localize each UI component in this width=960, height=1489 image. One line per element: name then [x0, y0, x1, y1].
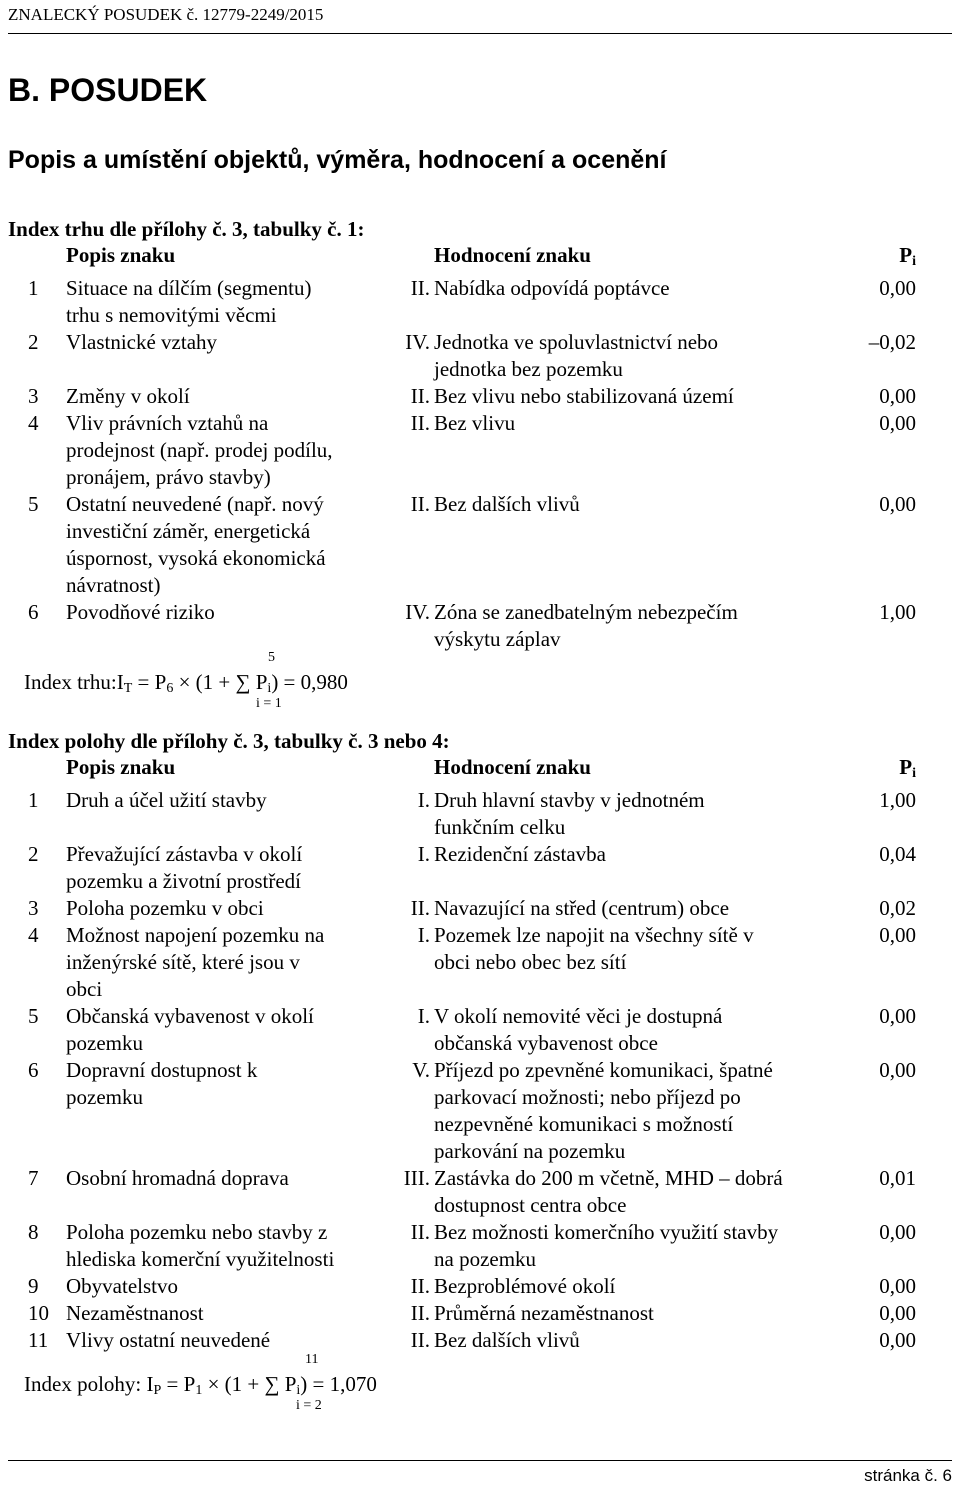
- footer-rule: [8, 1460, 952, 1461]
- row-description-line: Vlastnické vztahy: [66, 330, 218, 354]
- row-value: 0,00: [879, 1328, 916, 1352]
- row-evaluation: [430, 1327, 830, 1354]
- row-level: II.: [410, 384, 430, 408]
- row-evaluation: [430, 922, 830, 1003]
- row-value: 0,02: [879, 896, 916, 920]
- row-description-line: obci: [66, 977, 103, 1001]
- table-row: [0, 410, 960, 491]
- market-index-table: [0, 242, 960, 653]
- row-description-line: Nezaměstnanost: [66, 1301, 204, 1325]
- row-description-line: Povodňové riziko: [66, 600, 215, 624]
- row-value: –0,02: [868, 330, 916, 354]
- row-number: 4: [28, 923, 39, 947]
- row-number: 10: [28, 1301, 49, 1325]
- row-description: [66, 1057, 390, 1165]
- table-row: [0, 1219, 960, 1273]
- row-value: 1,00: [879, 600, 916, 624]
- row-evaluation-line: dostupnost centra obce: [434, 1193, 627, 1217]
- table-row: [0, 1165, 960, 1219]
- row-evaluation-line: Pozemek lze napojit na všechny sítě v: [434, 923, 754, 947]
- col-eval-header: Hodnocení znaku: [434, 243, 591, 267]
- market-sum-lower: i = 1: [256, 696, 282, 711]
- table-row: [0, 1273, 960, 1300]
- row-number: 5: [28, 492, 39, 516]
- row-description-line: návratnost): [66, 573, 161, 597]
- location-table-header: [0, 754, 960, 787]
- row-description-line: Obyvatelstvo: [66, 1274, 178, 1298]
- row-level: III.: [403, 1166, 430, 1190]
- row-description: [66, 787, 390, 841]
- table-row: [0, 599, 960, 653]
- market-table-body: [0, 275, 960, 653]
- row-number: 6: [28, 600, 39, 624]
- page-number: stránka č. 6: [864, 1466, 952, 1485]
- row-number: 4: [28, 411, 39, 435]
- row-description: [66, 491, 390, 599]
- row-number: 5: [28, 1004, 39, 1028]
- row-description-line: Změny v okolí: [66, 384, 190, 408]
- row-description-line: Dopravní dostupnost k: [66, 1058, 258, 1082]
- row-number: 2: [28, 330, 39, 354]
- row-level: II.: [410, 1274, 430, 1298]
- row-description-line: Převažující zástavba v okolí: [66, 842, 303, 866]
- row-description: [66, 383, 390, 410]
- row-evaluation-line: obci nebo obec bez sítí: [434, 950, 627, 974]
- row-evaluation-line: Bez vlivu nebo stabilizovaná území: [434, 384, 734, 408]
- row-description: [66, 275, 390, 329]
- row-description: [66, 329, 390, 383]
- row-level: II.: [410, 896, 430, 920]
- row-evaluation: [430, 275, 830, 329]
- table-row: [0, 383, 960, 410]
- row-number: 7: [28, 1166, 39, 1190]
- row-value: 0,00: [879, 923, 916, 947]
- row-evaluation-line: na pozemku: [434, 1247, 537, 1271]
- table-row: [0, 1057, 960, 1165]
- row-level: V.: [412, 1058, 430, 1082]
- row-evaluation: [430, 410, 830, 491]
- location-sum-upper: 11: [305, 1352, 319, 1367]
- row-level: II.: [410, 276, 430, 300]
- row-level: I.: [417, 842, 430, 866]
- market-index-formula: Index $trhu:I_T = P_6 \times (1$ + ∑ $P_i) = 0,980$: [24, 670, 348, 696]
- row-evaluation-line: nezpevněné komunikaci s možností: [434, 1112, 734, 1136]
- row-description-line: pronájem, právo stavby): [66, 465, 271, 489]
- row-value: 1,00: [879, 788, 916, 812]
- row-evaluation-line: Bez dalších vlivů: [434, 492, 580, 516]
- row-number: 6: [28, 1058, 39, 1082]
- row-number: 8: [28, 1220, 39, 1244]
- row-description-line: Poloha pozemku v obci: [66, 896, 264, 920]
- row-description-line: Možnost napojení pozemku na: [66, 923, 325, 947]
- subtitle: Popis a umístění objektů, výměra, hodnocení a ocenění: [8, 146, 667, 174]
- row-level: IV.: [405, 330, 430, 354]
- row-value: 0,04: [879, 842, 916, 866]
- market-table-header: [0, 242, 960, 275]
- row-description-line: Ostatní neuvedené (např. nový: [66, 492, 324, 516]
- row-number: 1: [28, 276, 39, 300]
- row-value: 0,00: [879, 384, 916, 408]
- row-description-line: Situace na dílčím (segmentu): [66, 276, 312, 300]
- table-row: [0, 841, 960, 895]
- row-description-line: Poloha pozemku nebo stavby z: [66, 1220, 328, 1244]
- row-level: IV.: [405, 600, 430, 624]
- row-number: 1: [28, 788, 39, 812]
- market-sum-upper: 5: [268, 650, 275, 665]
- table-row: [0, 787, 960, 841]
- row-description: [66, 1003, 390, 1057]
- row-description: [66, 1165, 390, 1219]
- row-number: 2: [28, 842, 39, 866]
- row-description-line: hlediska komerční využitelnosti: [66, 1247, 335, 1271]
- row-evaluation-line: občanská vybavenost obce: [434, 1031, 658, 1055]
- row-number: 3: [28, 384, 39, 408]
- row-number: 9: [28, 1274, 39, 1298]
- row-evaluation-line: výskytu záplav: [434, 627, 561, 651]
- row-evaluation-line: Bez dalších vlivů: [434, 1328, 580, 1352]
- table-row: [0, 1300, 960, 1327]
- location-table-body: [0, 787, 960, 1354]
- row-description: [66, 599, 390, 653]
- row-evaluation-line: parkování na pozemku: [434, 1139, 626, 1163]
- table-row: [0, 1327, 960, 1354]
- row-description-line: Vliv právních vztahů na: [66, 411, 269, 435]
- row-evaluation-line: Průměrná nezaměstnanost: [434, 1301, 654, 1325]
- row-description-line: inženýrské sítě, které jsou v: [66, 950, 300, 974]
- row-evaluation-line: Bezproblémové okolí: [434, 1274, 616, 1298]
- row-evaluation: [430, 599, 830, 653]
- row-evaluation: [430, 1300, 830, 1327]
- market-index-title: Index trhu dle přílohy č. 3, tabulky č. 1:: [8, 217, 365, 241]
- row-value: 0,00: [879, 1220, 916, 1244]
- row-evaluation-line: Jednotka ve spoluvlastnictví nebo: [434, 330, 719, 354]
- row-level: II.: [410, 492, 430, 516]
- row-number: 3: [28, 896, 39, 920]
- row-value: 0,00: [879, 1004, 916, 1028]
- row-description: [66, 895, 390, 922]
- row-description-line: prodejnost (např. prodej podílu,: [66, 438, 333, 462]
- table-row: [0, 491, 960, 599]
- section-title: B. POSUDEK: [8, 72, 208, 108]
- row-level: I.: [417, 788, 430, 812]
- row-level: II.: [410, 411, 430, 435]
- row-evaluation-line: Rezidenční zástavba: [434, 842, 606, 866]
- table-row: [0, 275, 960, 329]
- row-description: [66, 841, 390, 895]
- row-level: II.: [410, 1220, 430, 1244]
- row-evaluation: [430, 491, 830, 599]
- row-evaluation-line: Nabídka odpovídá poptávce: [434, 276, 670, 300]
- row-description-line: Osobní hromadná doprava: [66, 1166, 289, 1190]
- row-description-line: úspornost, vysoká ekonomická: [66, 546, 326, 570]
- row-value: 0,00: [879, 492, 916, 516]
- col-p-header: $P_i$: [899, 243, 916, 269]
- row-description: [66, 1300, 390, 1327]
- row-evaluation-line: Zastávka do 200 m včetně, MHD – dobrá: [434, 1166, 783, 1190]
- row-description: [66, 922, 390, 1003]
- row-evaluation: [430, 1003, 830, 1057]
- row-evaluation-line: Druh hlavní stavby v jednotném: [434, 788, 705, 812]
- row-evaluation: [430, 1273, 830, 1300]
- col-p-header: $P_i$: [899, 755, 916, 781]
- row-evaluation: [430, 1165, 830, 1219]
- row-value: 0,00: [879, 1274, 916, 1298]
- row-description-line: Vlivy ostatní neuvedené: [66, 1328, 271, 1352]
- col-eval-header: Hodnocení znaku: [434, 755, 591, 779]
- row-level: I.: [417, 923, 430, 947]
- row-evaluation-line: Navazující na střed (centrum) obce: [434, 896, 730, 920]
- row-value: 0,01: [879, 1166, 916, 1190]
- row-level: II.: [410, 1328, 430, 1352]
- table-row: [0, 922, 960, 1003]
- row-value: 0,00: [879, 1301, 916, 1325]
- row-description-line: Občanská vybavenost v okolí: [66, 1004, 314, 1028]
- row-value: 0,00: [879, 276, 916, 300]
- row-evaluation-line: jednotka bez pozemku: [434, 357, 623, 381]
- row-evaluation-line: Bez vlivu: [434, 411, 516, 435]
- row-description: [66, 1219, 390, 1273]
- row-evaluation-line: parkovací možnosti; nebo příjezd po: [434, 1085, 741, 1109]
- row-evaluation-line: V okolí nemovité věci je dostupná: [434, 1004, 723, 1028]
- row-evaluation-line: funkčním celku: [434, 815, 566, 839]
- row-description: [66, 1273, 390, 1300]
- row-description-line: Druh a účel užití stavby: [66, 788, 267, 812]
- row-level: II.: [410, 1301, 430, 1325]
- col-desc-header: Popis znaku: [66, 243, 176, 267]
- location-sum-lower: i = 2: [296, 1398, 322, 1413]
- location-index-formula: Index polohy: $I_P = P_1 \times (1$ + ∑ $P_i) = 1,070$: [24, 1372, 377, 1398]
- row-description-line: investiční záměr, energetická: [66, 519, 311, 543]
- row-evaluation: [430, 329, 830, 383]
- row-description: [66, 1327, 390, 1354]
- row-value: 0,00: [879, 411, 916, 435]
- row-number: 11: [28, 1328, 49, 1352]
- document-header: ZNALECKÝ POSUDEK č. 12779-2249/2015: [8, 5, 324, 24]
- header-rule: [8, 33, 952, 34]
- row-evaluation: [430, 787, 830, 841]
- row-description-line: pozemku: [66, 1031, 143, 1055]
- row-evaluation: [430, 1057, 830, 1165]
- row-level: I.: [417, 1004, 430, 1028]
- col-desc-header: Popis znaku: [66, 755, 176, 779]
- row-evaluation: [430, 383, 830, 410]
- table-row: [0, 895, 960, 922]
- row-description: [66, 410, 390, 491]
- location-index-title: Index polohy dle přílohy č. 3, tabulky č. 3 nebo 4:: [8, 729, 450, 753]
- row-evaluation: [430, 895, 830, 922]
- table-row: [0, 1003, 960, 1057]
- table-row: [0, 329, 960, 383]
- row-description-line: pozemku a životní prostředí: [66, 869, 302, 893]
- row-evaluation-line: Zóna se zanedbatelným nebezpečím: [434, 600, 738, 624]
- row-value: 0,00: [879, 1058, 916, 1082]
- row-description-line: pozemku: [66, 1085, 143, 1109]
- row-evaluation: [430, 1219, 830, 1273]
- row-evaluation-line: Bez možnosti komerčního využití stavby: [434, 1220, 779, 1244]
- row-evaluation: [430, 841, 830, 895]
- row-description-line: trhu s nemovitými věcmi: [66, 303, 277, 327]
- location-index-table: [0, 754, 960, 1354]
- row-evaluation-line: Příjezd po zpevněné komunikaci, špatné: [434, 1058, 773, 1082]
